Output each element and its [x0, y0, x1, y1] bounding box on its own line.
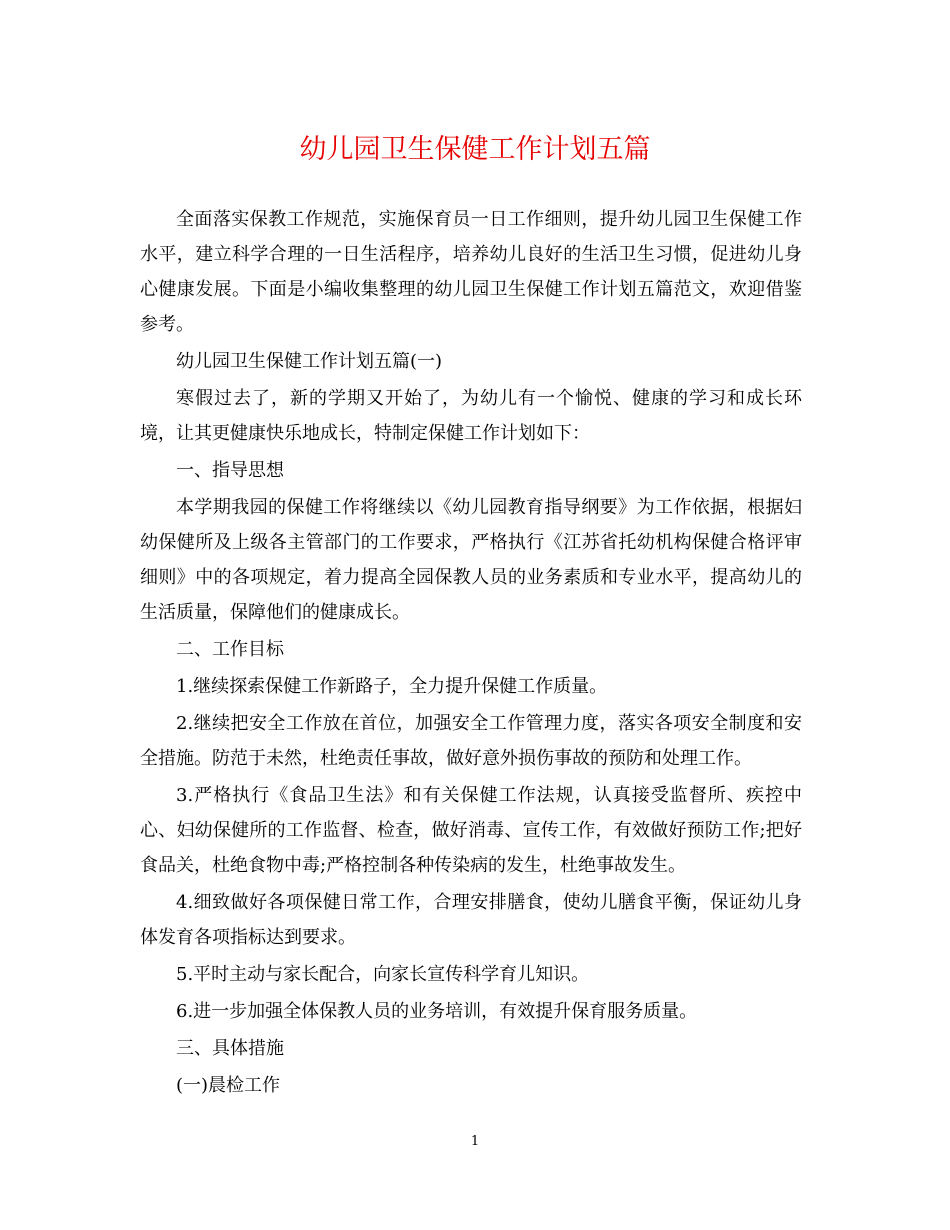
section-heading-work-goals: 二、工作目标: [176, 639, 284, 660]
list-item-goal-3: 3.严格执行《食品卫生法》和有关保健工作法规，认真接受监督所、疾控中心、妇幼保健所的工作监督、检查，做好消毒、宣传工作，有效做好预防工作;把好食品关，杜绝食物中毒;严格控制各种传染病的发生，杜绝事故发生。: [140, 785, 802, 876]
paragraph-guiding-ideology: 本学期我园的保健工作将继续以《幼儿园教育指导纲要》为工作依据，根据妇幼保健所及上级各主管部门的工作要求，严格执行《江苏省托幼机构保健合格评审细则》中的各项规定，着力提高全园保教人员的业务素质和专业水平，提高幼儿的生活质量，保障他们的健康成长。: [140, 497, 802, 623]
list-item-goal-6: 6.进一步加强全体保教人员的业务培训，有效提升保育服务质量。: [176, 1001, 698, 1022]
document-title: 幼儿园卫生保健工作计划五篇: [299, 134, 651, 165]
paragraph-intro: 全面落实保教工作规范，实施保育员一日工作细则，提升幼儿园卫生保健工作水平，建立科学合理的一日生活程序，培养幼儿良好的生活卫生习惯，促进幼儿身心健康发展。下面是小编收集整理的幼儿园卫生保健工作计划五篇范文，欢迎借鉴参考。: [140, 209, 802, 335]
subsection-heading-morning-check: (一)晨检工作: [176, 1075, 281, 1096]
section-heading-plan-one: 幼儿园卫生保健工作计划五篇(一): [176, 351, 443, 372]
section-heading-measures: 三、具体措施: [176, 1038, 284, 1059]
list-item-goal-2: 2.继续把安全工作放在首位，加强安全工作管理力度，落实各项安全制度和安全措施。防范于未然，杜绝责任事故，做好意外损伤事故的预防和处理工作。: [140, 713, 802, 769]
document-body: [140, 202, 802, 1105]
list-item-goal-1: 1.继续探索保健工作新路子，全力提升保健工作质量。: [176, 676, 608, 697]
list-item-goal-4: 4.细致做好各项保健日常工作，合理安排膳食，使幼儿膳食平衡，保证幼儿身体发育各项指标达到要求。: [140, 892, 802, 948]
page-number: 1: [470, 1134, 480, 1149]
list-item-goal-5: 5.平时主动与家长配合，向家长宣传科学育儿知识。: [176, 964, 590, 985]
paragraph-opening: 寒假过去了，新的学期又开始了，为幼儿有一个愉悦、健康的学习和成长环境，让其更健康快乐地成长，特制定保健工作计划如下：: [140, 388, 802, 444]
section-heading-guiding-ideology: 一、指导思想: [176, 460, 284, 481]
